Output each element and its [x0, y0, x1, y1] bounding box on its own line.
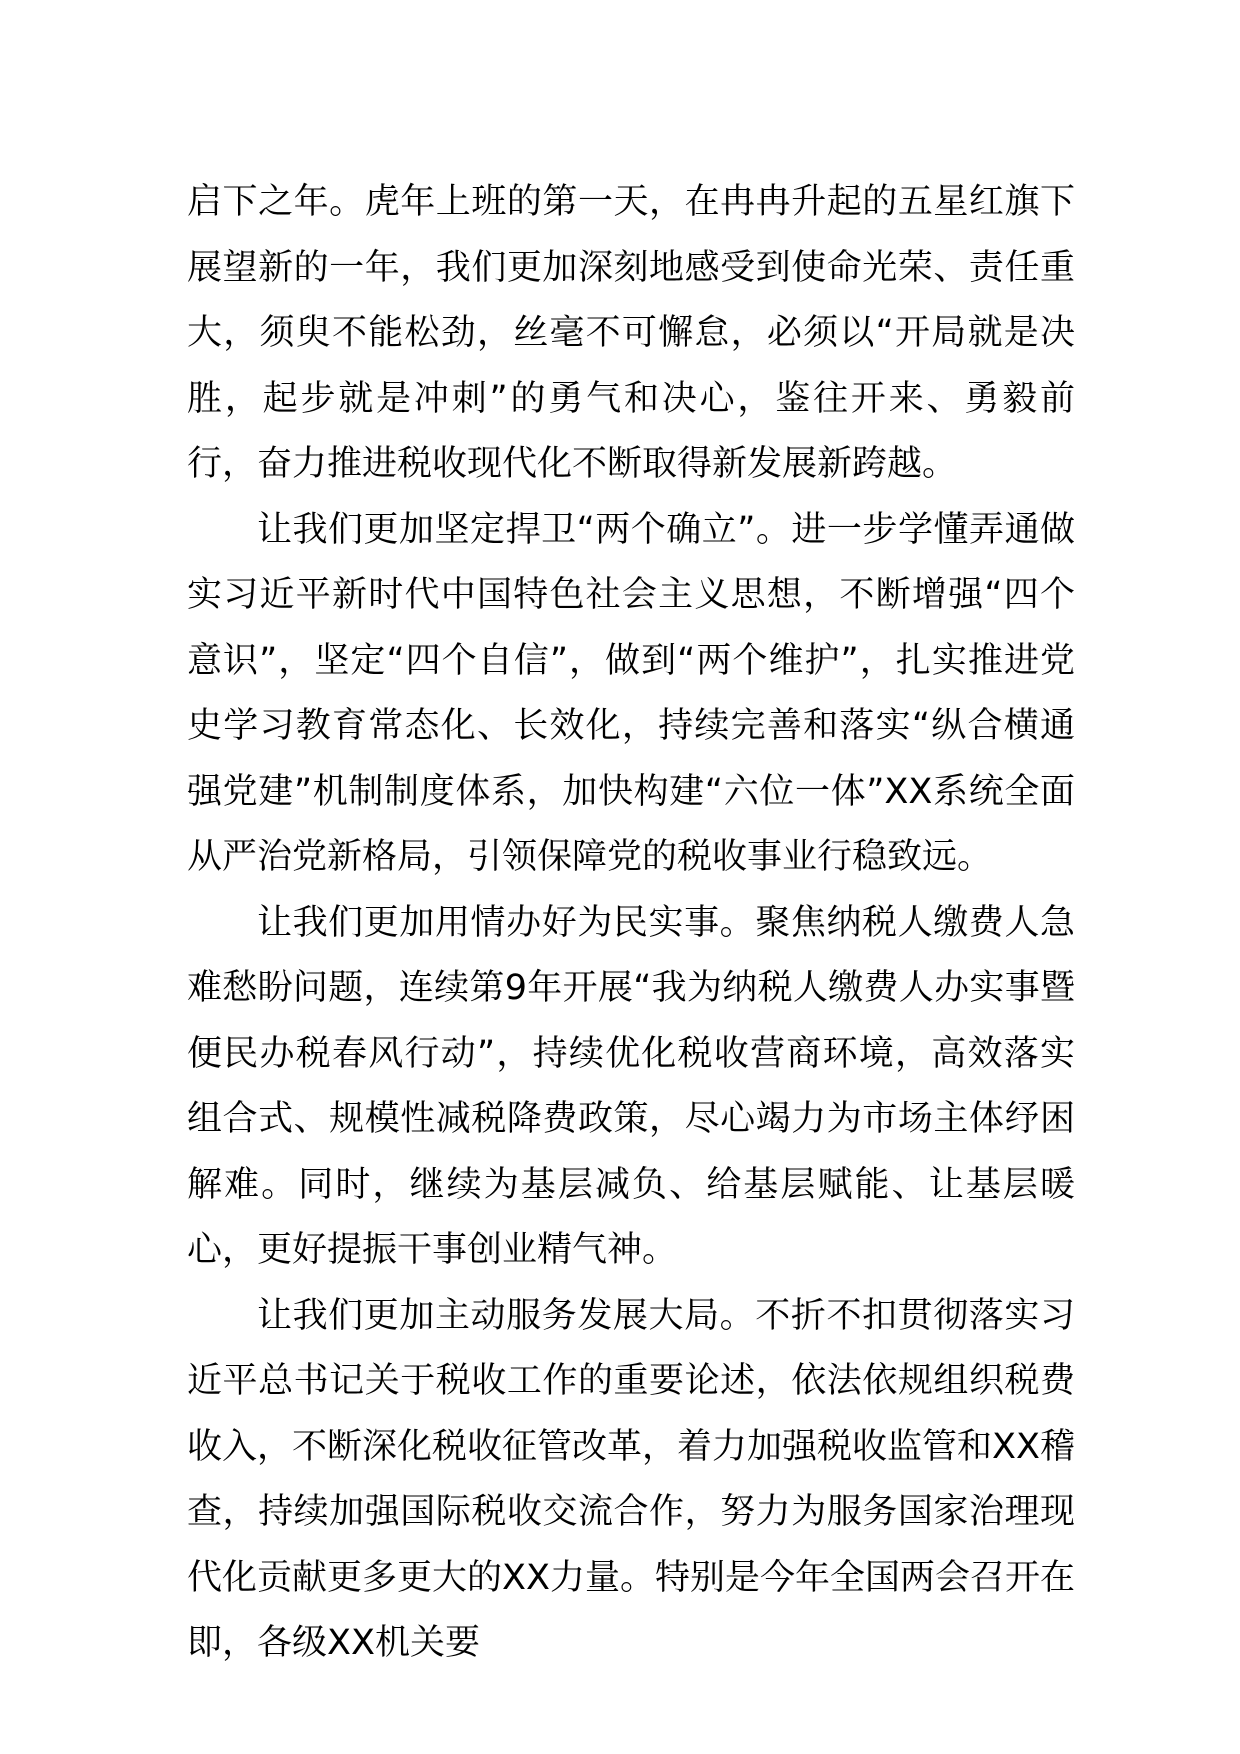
paragraph-serve-development: 让我们更加主动服务发展大局。不折不扣贯彻落实习近平总书记关于税收工作的重要论述，依法依规组织税费收入，不断深化税收征管改革，着力加强税收监管和XX稽查，持续加强国际税收交流合作，努力为服务国家治理现代化贡献更多更大的XX力量。特别是今年全国两会召开在即，各级XX机关要: [187, 1295, 1075, 1663]
paragraph-people-affairs: 让我们更加用情办好为民实事。聚焦纳税人缴费人急难愁盼问题，连续第9年开展“我为纳税人缴费人办实事暨便民办税春风行动”，持续优化税收营商环境，高效落实组合式、规模性减税降费政策，尽心竭力为市场主体纾困解难。同时，继续为基层减负、给基层赋能、让基层暖心，更好提振干事创业精气神。: [187, 902, 1075, 1270]
paragraph-two-establishments: 让我们更加坚定捍卫“两个确立”。进一步学懂弄通做实习近平新时代中国特色社会主义思想，不断增强“四个意识”，坚定“四个自信”，做到“两个维护”，扎实推进党史学习教育常态化、长效化，持续完善和落实“纵合横通强党建”机制制度体系，加快构建“六位一体”XX系统全面从严治党新格局，引领保障党的税收事业行稳致远。: [187, 509, 1075, 877]
paragraph-continued: 启下之年。虎年上班的第一天，在冉冉升起的五星红旗下展望新的一年，我们更加深刻地感受到使命光荣、责任重大，须臾不能松劲，丝毫不可懈怠，必须以“开局就是决胜，起步就是冲刺”的勇气和决心，鉴往开来、勇毅前行，奋力推进税收现代化不断取得新发展新跨越。: [187, 182, 1075, 484]
document-body: [187, 170, 1075, 1677]
